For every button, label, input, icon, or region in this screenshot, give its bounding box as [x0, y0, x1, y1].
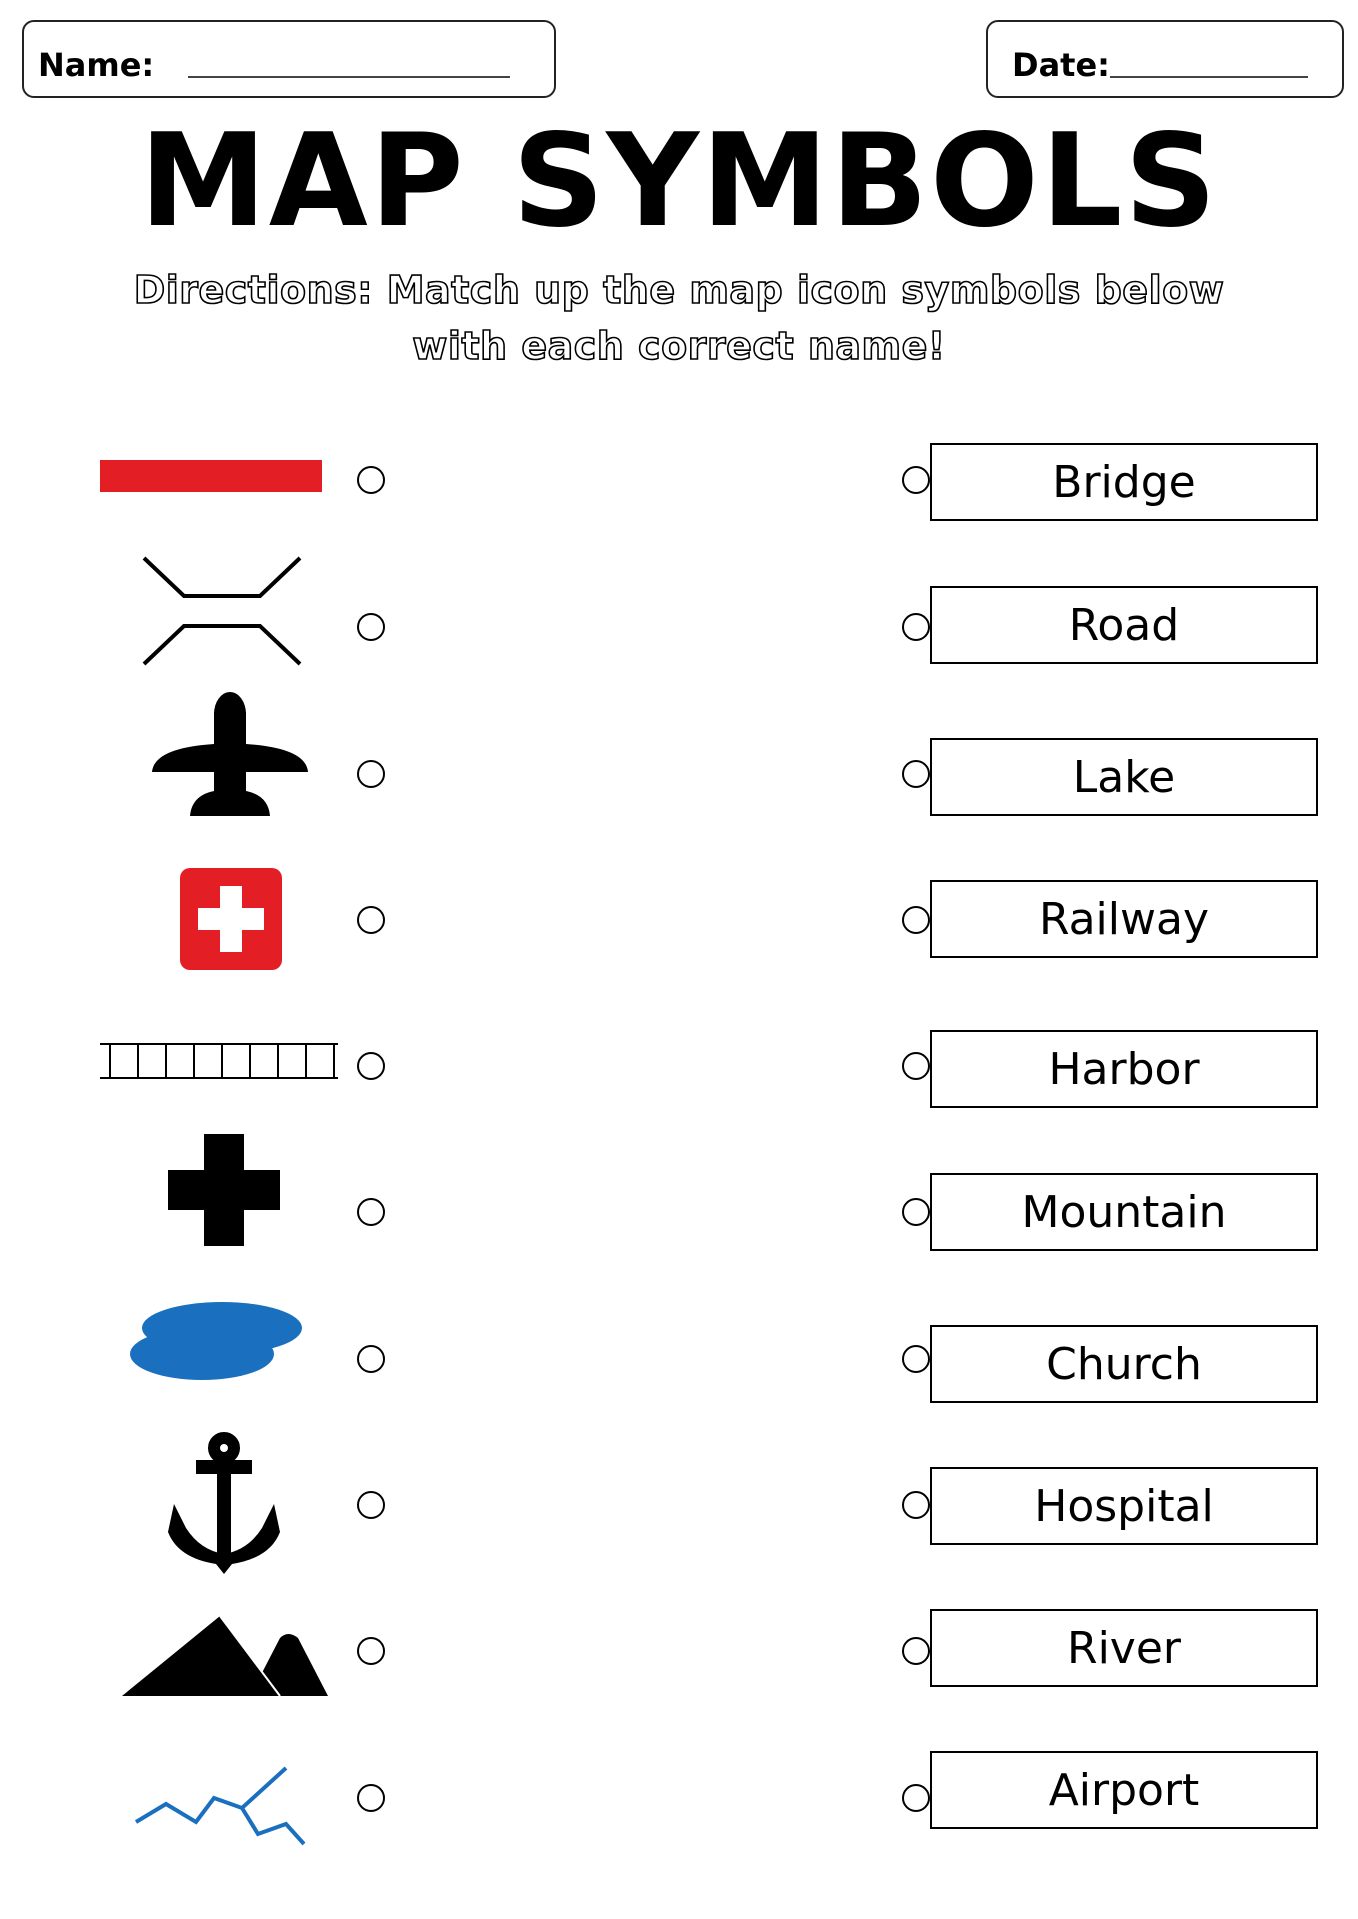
mountain-icon	[120, 1610, 330, 1698]
symbol-dot-5[interactable]	[357, 1052, 385, 1080]
symbol-dot-8[interactable]	[357, 1491, 385, 1519]
name-box-railway: Railway	[930, 880, 1318, 958]
harbor-icon	[166, 1432, 282, 1576]
railway-icon	[98, 1040, 344, 1082]
name-box-airport: Airport	[930, 1751, 1318, 1829]
name-box-hospital: Hospital	[930, 1467, 1318, 1545]
bridge-icon	[140, 552, 304, 670]
symbol-dot-3[interactable]	[357, 760, 385, 788]
name-box-church: Church	[930, 1325, 1318, 1403]
name-box-lake: Lake	[930, 738, 1318, 816]
name-dot-4[interactable]	[902, 906, 930, 934]
name-dot-2[interactable]	[902, 613, 930, 641]
name-field[interactable]	[188, 76, 510, 78]
name-dot-7[interactable]	[902, 1345, 930, 1373]
symbol-dot-1[interactable]	[357, 466, 385, 494]
page-title: MAP SYMBOLS	[139, 107, 1219, 256]
name-box-road: Road	[930, 586, 1318, 664]
name-dot-10[interactable]	[902, 1784, 930, 1812]
name-box-bridge: Bridge	[930, 443, 1318, 521]
bridge-bottom-line	[144, 626, 300, 664]
road-bar	[100, 460, 322, 492]
name-dot-3[interactable]	[902, 760, 930, 788]
name-dot-5[interactable]	[902, 1052, 930, 1080]
date-label: Date:	[1012, 46, 1110, 84]
name-label: Name:	[38, 46, 155, 84]
hospital-icon	[178, 866, 284, 972]
name-dot-1[interactable]	[902, 466, 930, 494]
name-dot-8[interactable]	[902, 1491, 930, 1519]
directions	[80, 262, 1278, 374]
name-box-harbor: Harbor	[930, 1030, 1318, 1108]
directions-line-1: Directions: Match up the map icon symbols below	[133, 268, 1225, 312]
symbol-dot-6[interactable]	[357, 1198, 385, 1226]
airport-icon	[150, 692, 310, 818]
church-icon	[166, 1132, 282, 1248]
symbol-dot-4[interactable]	[357, 906, 385, 934]
name-box-river: River	[930, 1609, 1318, 1687]
road-icon	[98, 456, 324, 496]
lake-icon	[128, 1300, 304, 1382]
symbol-dot-2[interactable]	[357, 613, 385, 641]
river-icon	[134, 1758, 308, 1854]
symbol-dot-7[interactable]	[357, 1345, 385, 1373]
date-field[interactable]	[1110, 76, 1308, 78]
name-dot-9[interactable]	[902, 1637, 930, 1665]
directions-line-2: with each correct name!	[412, 324, 946, 368]
symbol-dot-10[interactable]	[357, 1784, 385, 1812]
name-box-mountain: Mountain	[930, 1173, 1318, 1251]
symbol-dot-9[interactable]	[357, 1637, 385, 1665]
name-dot-6[interactable]	[902, 1198, 930, 1226]
bridge-top-line	[144, 558, 300, 596]
